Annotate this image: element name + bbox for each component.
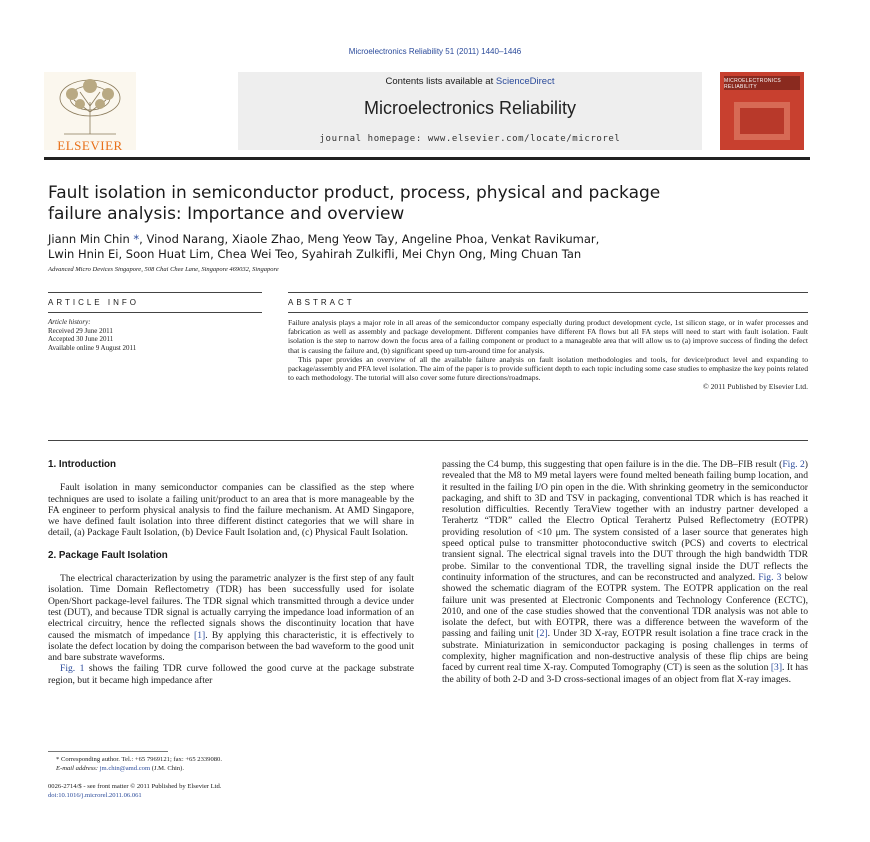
fig-2-link[interactable]: Fig. 2: [782, 459, 805, 470]
corresponding-author-marker[interactable]: *: [133, 232, 140, 246]
history-label: Article history:: [48, 318, 91, 326]
ref-3-link[interactable]: [3]: [770, 662, 783, 674]
email-line: E-mail address: jm.chin@amd.com (J.M. Chin).: [56, 765, 184, 772]
footnote: [56, 755, 416, 773]
section-2-heading: 2. Package Fault Isolation: [48, 549, 168, 561]
abstract-paragraph-1: Failure analysis plays a major role in all areas of the semiconductor company especially during product development cycle, 1st silicon stage, or in wafer processes and fabrication as well as assembly and package development. Different companies have different FA flows but all FA steps will need to start with fault isolation. Fault isolation is the step to narrow down the focus area of a failing component or product to a manageable area that will allow us to (a) improve success of finding the defect that is causing the failure and, (b) significant speed up turn-around time for analysis.: [288, 318, 808, 355]
abstract-bottom-rule: [48, 440, 808, 441]
issn-line: 0026-2714/$ - see front matter © 2011 Published by Elsevier Ltd.: [48, 783, 222, 790]
authors-line-1: [48, 232, 808, 247]
author-email-link[interactable]: jm.chin@amd.com: [99, 765, 151, 772]
article-info-rule: [48, 312, 262, 313]
contents-prefix: Contents lists available at: [385, 76, 496, 87]
header-rule: [44, 157, 810, 160]
contents-line: [238, 76, 702, 87]
ref-2-link[interactable]: [2]: [536, 628, 548, 640]
abstract-paragraph-2: This paper provides an overview of all the available failure analysis on fault isolation methodologies and tools, for device/product level and expanding to package/assembly and PFA level isolation. The aim of the paper is to provide sufficient depth to each topic including some case studies to emphasize the key points related to each methodology. The tutorial will also cover some future directions/roadmaps.: [288, 354, 808, 383]
sciencedirect-link[interactable]: ScienceDirect: [495, 76, 555, 87]
authors-line-2: Lwin Hnin Ei, Soon Huat Lim, Chea Wei Teo, Syahirah Zulkifli, Mei Chyn Ong, Ming Chuan Tan: [48, 247, 582, 261]
author-list: [48, 232, 808, 262]
right-column-paragraph: passing the C4 bump, this suggesting that open failure is in the die. The DB–FIB result (Fig. 2) revealed that the M8 to M9 metal layers were found melted beneath failing bump location, and it resulted in the failing I/O pin open in the die. With shrinking geometry in the semiconductor packaging, and shift to 3D and TSV in packaging, conventional TDR which is has reached it resolution difficulties. Recently TeraView together with an industry partner developed a Terahertz “TDR” called the Electro Optical Terahertz Pulsed Reflectometry (EOTPR) providing resolution of <10 μm. The system consisted of a laser source that generates high speed optical pulse to transmitter photoconductive switch (PCS) and coverts to electrical transient signal. The electrical signal travels into the DUT through the high bandwidth TDR probe. Similar to the conventional TDR, the travelling signal inside the DUT reflects the continuity information of the structures, and can be reconstructed and analyzed. Fig. 3 below showed the schematic diagram of the EOTPR system. The EOTPR application on the real failure unit was presented at Electronic Components and Technology Conference (ECTC), 2010, and one of the case studies showed that the conventional TDR analysis was not able to isolate the defect, but with EOTPR, there was a difference between the waveform of the passing and failing unit [2]. Under 3D X-ray, EOTPR result isolation a fine trace crack in the substrate. Miniaturization in semiconductor packaging is posing challenges in terms of complexity, higher magnification and non-destructive analysis of these flip chips are being faced by current real time X-ray. Computed Tomography (CT) is seen as the solution [3]. It has the ability of both 2-D and 3-D cross-sectional images of an object from flat X-ray images.: [442, 459, 808, 685]
received-date: Received 29 June 2011: [48, 326, 113, 335]
footnote-rule: [48, 751, 168, 752]
abstract-heading: ABSTRACT: [288, 298, 355, 307]
accepted-date: Accepted 30 June 2011: [48, 335, 114, 343]
right-column: [442, 459, 808, 685]
abstract-body: [288, 318, 808, 392]
section-2-paragraph-1: The electrical characterization by using the parametric analyzer is the first step of any fault isolation. Time Domain Reflectometry (TDR) has been successfully used for isolate Open/Short package-level failures. The TDR signal which transmitted through a device under test (DUT), and because TDR signal is actually carrying the impedance load information of an electrical circuitry, hence the reflected signals shows the discontinuity location that have caused the mismatch of impedance [1]. By applying this characteristic, it is effectively to isolate the defect location by doing the comparison between the bad waveform to the good unit and bare substrate waveforms.: [48, 573, 414, 664]
article-history: [48, 318, 248, 352]
online-date: Available online 9 August 2011: [48, 343, 137, 352]
section-1-heading: 1. Introduction: [48, 459, 117, 470]
doi-link[interactable]: doi:10.1016/j.microrel.2011.06.061: [48, 791, 142, 799]
paper-title: [48, 183, 748, 225]
section-2-paragraph-2: Fig. 1 shows the failing TDR curve followed the good curve at the package substrate region, but it became high impedance after: [48, 663, 414, 686]
fig-1-link[interactable]: Fig. 1: [60, 663, 85, 675]
abstract-rule: [288, 312, 808, 313]
abstract-top-rule: [288, 292, 808, 293]
section-1-paragraph: Fault isolation in many semiconductor companies can be classified as the step where techniques are used to isolate a failing unit/product to an area that is more manageable by the FA engineer to perform physical analysis to find the failure mechanism. At AMD Singapore, we have defined fault isolation into three different distinct categories that we will share in detail, (a) Package Fault Isolation, (b) Device Fault Isolation and, (c) Physical Fault Isolation.: [48, 482, 414, 539]
authors-rest: , Vinod Narang, Xiaole Zhao, Meng Yeow Tay, Angeline Phoa, Venkat Ravikumar,: [139, 232, 600, 246]
front-matter: [48, 783, 408, 800]
ref-1-link[interactable]: [1]: [194, 629, 206, 641]
fig-3-link[interactable]: Fig. 3: [758, 571, 782, 583]
paper-title-line-2: failure analysis: Importance and overview: [48, 204, 405, 224]
corresponding-author-note: * Corresponding author. Tel.: +65 7969121; fax: +65 2339080.: [56, 756, 223, 763]
first-author: Jiann Min Chin: [48, 232, 134, 246]
article-info-heading: ARTICLE INFO: [48, 298, 139, 307]
left-column: [48, 459, 414, 686]
publisher-wordmark: ELSEVIER: [57, 138, 123, 153]
journal-cover-title: MICROELECTRONICS RELIABILITY: [724, 78, 782, 90]
paper-title-line-1: Fault isolation in semiconductor product, process, physical and package: [48, 183, 661, 203]
journal-citation: Microelectronics Reliability 51 (2011) 1440–1446: [348, 47, 522, 56]
affiliation: Advanced Micro Devices Singapore, 508 Chai Chee Lane, Singapore 469032, Singapore: [48, 266, 279, 273]
journal-homepage[interactable]: journal homepage: www.elsevier.com/locate/microrel: [319, 134, 621, 144]
abstract-copyright: © 2011 Published by Elsevier Ltd.: [702, 382, 808, 392]
journal-title: Microelectronics Reliability: [363, 98, 577, 118]
article-info-top-rule: [48, 292, 262, 293]
